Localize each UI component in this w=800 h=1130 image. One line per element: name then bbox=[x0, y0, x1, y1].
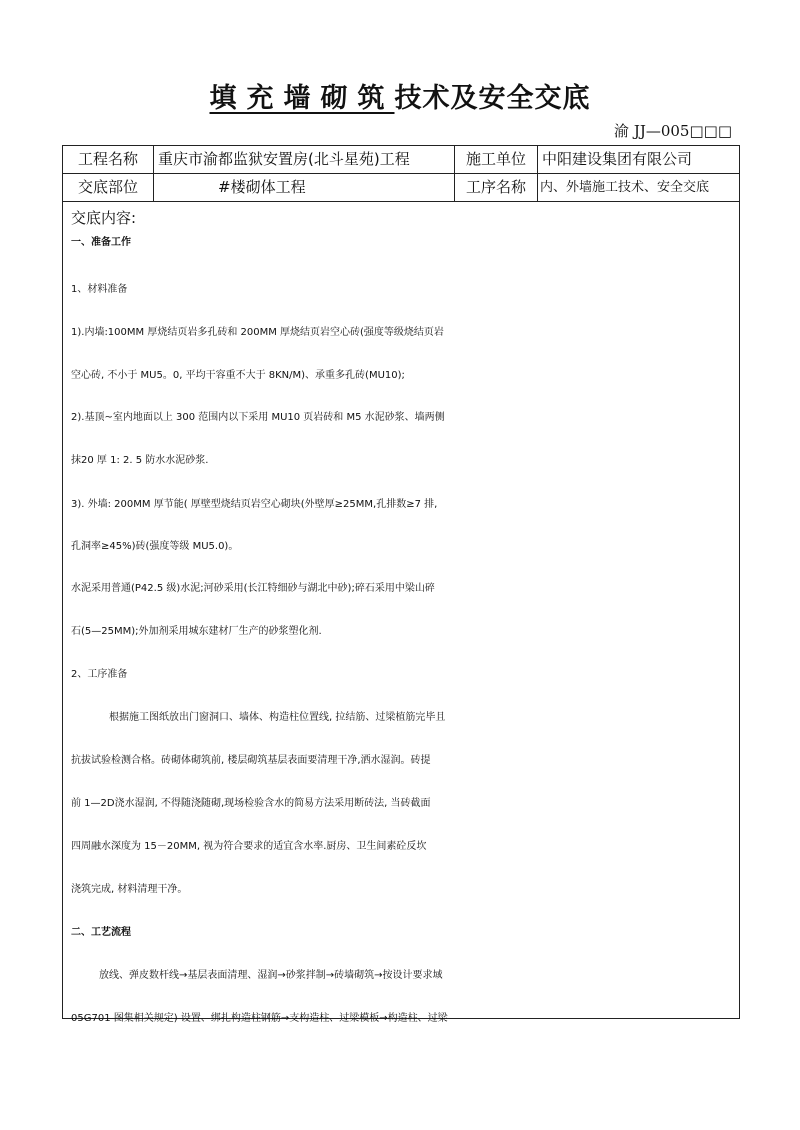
content-line: 孔洞率≥45%)砖(强度等级 MU5.0)。 bbox=[71, 541, 239, 552]
title-underlined: 填充墙砌筑 bbox=[209, 83, 395, 114]
subsection-heading: 1、材料准备 bbox=[71, 284, 128, 295]
content-label: 交底内容: bbox=[71, 209, 137, 227]
content-line: 空心砖, 不小于 MU5。0, 平均干容重不大于 8KN/M)、承重多孔砖(MU10); bbox=[71, 370, 405, 381]
content-line: 05G701 图集相关规定) 设置、绑扎构造柱钢筋→支构造柱、过梁模板→构造柱、过梁 bbox=[71, 1013, 448, 1024]
content-line: 根据施工图纸放出门窗洞口、墙体、构造柱位置线, 拉结筋、过梁植筋完毕且 bbox=[109, 712, 446, 723]
content-line: 四周融水深度为 15－20MM, 视为符合要求的适宜含水率.厨房、卫生间素砼反坎 bbox=[71, 841, 427, 852]
title-rest: 技术及安全交底 bbox=[394, 83, 591, 114]
content-line: 3). 外墙: 200MM 厚节能( 厚壁型烧结页岩空心砌块(外壁厚≥25MM,孔排数≥7 排, bbox=[71, 499, 438, 510]
content-line: 放线、弹皮数杆线→基层表面清理、湿润→砂浆拌制→砖墙砌筑→按设计要求域 bbox=[99, 970, 443, 981]
header-row-1 bbox=[63, 146, 739, 174]
contractor-value: 中阳建设集团有限公司 bbox=[542, 150, 693, 168]
header-row-2 bbox=[63, 174, 739, 202]
process-value: 内、外墙施工技术、安全交底 bbox=[540, 180, 710, 195]
content-line: 水泥采用普通(P42.5 级)水泥;河砂采用(长江特细砂与湖北中砂);碎石采用中梁山碎 bbox=[71, 583, 435, 594]
content-line: 浇筑完成, 材料清理干净。 bbox=[71, 884, 188, 895]
project-name-value: 重庆市渝都监狱安置房(北斗星苑)工程 bbox=[158, 150, 410, 168]
content-line: 石(5—25MM);外加剂采用城东建材厂生产的砂浆塑化剂. bbox=[71, 626, 322, 637]
content-line: 2).基顶~室内地面以上 300 范围内以下采用 MU10 页岩砖和 M5 水泥砂浆、墙两侧 bbox=[71, 412, 445, 423]
document-number: 渝 JJ—005□□□ bbox=[614, 122, 732, 140]
content-line: 1).内墙:100MM 厚烧结页岩多孔砖和 200MM 厚烧结页岩空心砖(强度等级烧结页岩 bbox=[71, 327, 444, 338]
document-title bbox=[0, 76, 800, 115]
location-label: 交底部位 bbox=[77, 178, 138, 196]
content-line: 抗拔试验检测合格。砖砌体砌筑前, 楼层砌筑基层表面要清理干净,洒水湿润。砖提 bbox=[71, 755, 431, 766]
disclosure-form bbox=[62, 145, 740, 1024]
subsection-heading: 2、工序准备 bbox=[71, 669, 128, 680]
section-heading: 二、工艺流程 bbox=[71, 927, 131, 938]
project-name-label: 工程名称 bbox=[77, 150, 138, 168]
section-heading: 一、准备工作 bbox=[71, 237, 131, 248]
location-value: #楼砌体工程 bbox=[218, 178, 306, 196]
process-label: 工序名称 bbox=[465, 178, 526, 196]
contractor-label: 施工单位 bbox=[465, 150, 526, 168]
content-line: 抹20 厚 1: 2. 5 防水水泥砂浆. bbox=[71, 455, 209, 466]
content-line: 前 1—2D浇水湿润, 不得随浇随砌,现场检验含水的简易方法采用断砖法, 当砖截面 bbox=[71, 798, 431, 809]
